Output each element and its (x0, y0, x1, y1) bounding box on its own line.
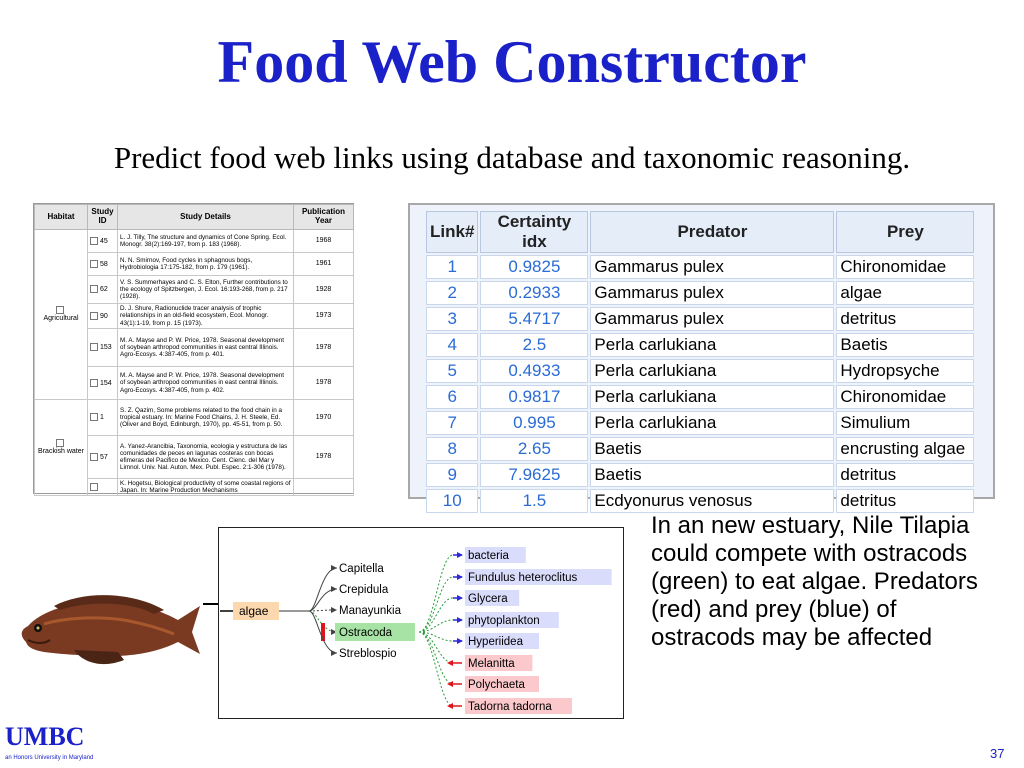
link-number: 9 (426, 463, 478, 487)
study-year (294, 479, 354, 496)
habitat-cell[interactable] (35, 230, 88, 400)
link-col-header: Prey (836, 211, 974, 253)
study-id-cell[interactable] (88, 436, 118, 479)
study-checkbox[interactable] (90, 379, 98, 387)
prey-name: Hydropsyche (836, 359, 974, 383)
link-number: 8 (426, 437, 478, 461)
predator-arrow-icon (447, 703, 453, 709)
study-id-cell[interactable] (88, 367, 118, 400)
tilapia-fish-image (14, 588, 204, 670)
certainty-index: 2.5 (480, 333, 588, 357)
link-table (424, 209, 976, 515)
prey-node: phytoplankton (468, 615, 540, 627)
study-checkbox[interactable] (90, 453, 98, 461)
prey-name: Simulium (836, 411, 974, 435)
habitat-label: Agricultural (43, 314, 79, 322)
predator-name: Perla carlukiana (590, 359, 834, 383)
study-id: 1 (100, 414, 104, 421)
study-checkbox[interactable] (90, 260, 98, 268)
predator-name: Baetis (590, 463, 834, 487)
page-number: 37 (990, 746, 1005, 761)
study-details: N. N. Smirnov, Food cycles in sphagnous bogs, Hydrobiologia 17:175-182, from p. 179 (1961). (118, 253, 294, 276)
link-row (426, 489, 974, 513)
study-details: K. Hogetsu, Biological productivity of some coastal regions of Japan. In: Marine Production Mechanisms (118, 479, 294, 496)
study-id: 57 (100, 453, 108, 461)
study-id-cell[interactable] (88, 329, 118, 367)
habitat-label: Brackish water (38, 447, 84, 455)
consumer-node: Capitella (339, 563, 384, 575)
study-details: L. J. Tilly, The structure and dynamics of Cone Spring. Ecol. Monogr. 38(2):169-197, from p. 183 (1968). (118, 230, 294, 253)
link-number: 10 (426, 489, 478, 513)
study-id-cell[interactable] (88, 276, 118, 304)
prey-name: detritus (836, 307, 974, 331)
prey-name: Chironomidae (836, 385, 974, 409)
certainty-index: 0.4933 (480, 359, 588, 383)
prey-name: Baetis (836, 333, 974, 357)
link-edge (419, 598, 453, 632)
slide-subtitle: Predict food web links using database and taxonomic reasoning. (113, 140, 911, 175)
consumer-arrow-icon (331, 586, 337, 592)
link-number: 5 (426, 359, 478, 383)
study-year: 1973 (294, 304, 354, 329)
study-id: 62 (100, 286, 108, 293)
study-checkbox[interactable] (90, 285, 98, 293)
consumer-node: Streblospio (339, 648, 397, 660)
study-year: 1978 (294, 329, 354, 367)
link-row (426, 411, 974, 435)
predator-name: Perla carlukiana (590, 411, 834, 435)
link-edge (419, 555, 453, 632)
food-web-tree (219, 528, 623, 718)
link-number: 7 (426, 411, 478, 435)
study-year: 1928 (294, 276, 354, 304)
study-year: 1978 (294, 436, 354, 479)
predator-node: Tadorna tadorna (468, 701, 552, 713)
study-year: 1970 (294, 400, 354, 436)
study-year: 1968 (294, 230, 354, 253)
habitat-checkbox[interactable] (56, 439, 64, 447)
predator-name: Perla carlukiana (590, 333, 834, 357)
explanation-note: In an new estuary, Nile Tilapia could compete with ostracods (green) to eat algae. Predators (red) and prey (blue) of ostracods may be affected (651, 512, 978, 651)
umbc-logo: UMBC (5, 722, 85, 751)
predator-name: Baetis (590, 437, 834, 461)
study-col-header: Habitat (35, 205, 88, 230)
food-web-diagram (218, 527, 624, 719)
link-row (426, 359, 974, 383)
study-details: M. A. Mayse and P. W. Price, 1978. Seasonal development of soybean arthropod communities in east central Illinois. Agro-Ecosys. 4:387-405, from p. 401. (118, 329, 294, 367)
link-edge (419, 632, 453, 706)
habitat-checkbox[interactable] (56, 306, 64, 314)
prey-name: detritus (836, 489, 974, 513)
competitor-node: Ostracoda (339, 627, 393, 639)
study-checkbox[interactable] (90, 312, 98, 320)
link-col-header: Link# (426, 211, 478, 253)
link-col-header: Predator (590, 211, 834, 253)
study-id: 154 (100, 379, 112, 387)
study-col-header: Study Details (118, 205, 294, 230)
predator-name: Gammarus pulex (590, 281, 834, 305)
prey-node: Hyperiidea (468, 636, 523, 648)
link-col-header: Certainty idx (480, 211, 588, 253)
certainty-index: 5.4717 (480, 307, 588, 331)
study-id-cell[interactable] (88, 304, 118, 329)
link-number: 1 (426, 255, 478, 279)
predator-node: Melanitta (468, 658, 515, 670)
consumer-arrow-icon (331, 565, 337, 571)
study-id-cell[interactable] (88, 230, 118, 253)
link-row (426, 463, 974, 487)
study-id-cell[interactable] (88, 400, 118, 436)
prey-node: bacteria (468, 550, 509, 562)
predator-name: Gammarus pulex (590, 255, 834, 279)
certainty-index: 0.9817 (480, 385, 588, 409)
consumer-node: Manayunkia (339, 605, 402, 617)
certainty-index: 0.2933 (480, 281, 588, 305)
link-number: 6 (426, 385, 478, 409)
study-id-cell[interactable] (88, 479, 118, 496)
certainty-index: 2.65 (480, 437, 588, 461)
predator-node: Polychaeta (468, 679, 525, 691)
certainty-index: 7.9625 (480, 463, 588, 487)
study-table (34, 204, 354, 496)
study-year: 1978 (294, 367, 354, 400)
link-number: 3 (426, 307, 478, 331)
prey-name: detritus (836, 463, 974, 487)
predator-arrow-icon (447, 660, 453, 666)
study-table-panel (33, 203, 354, 494)
umbc-logo-tagline: an Honors University in Maryland (5, 755, 94, 761)
study-col-header: Study ID (88, 205, 118, 230)
consumer-arrow-icon (331, 607, 337, 613)
consumer-node: Crepidula (339, 584, 389, 596)
prey-name: algae (836, 281, 974, 305)
link-row (426, 385, 974, 409)
study-details: S. Z. Qazim, Some problems related to the food chain in a tropical estuary. In: Marine Food Chains, J. H. Steele, Ed. (Oliver and Boyd, Edinburgh, 1970), pp. 45-51, from p. 50. (118, 400, 294, 436)
study-checkbox[interactable] (90, 413, 98, 421)
study-details: V. S. Summerhayes and C. S. Elton, Further contributions to the ecology of Spitzbergen, J. Ecol. 16:193-268, from p. 217 (1928). (118, 276, 294, 304)
predator-name: Ecdyonurus venosus (590, 489, 834, 513)
study-id: 58 (100, 260, 108, 268)
study-details: M. A. Mayse and P. W. Price, 1978. Seasonal development of soybean arthropod communities in east central Illinois. Agro-Ecosys. 4:387-405, from p. 402. (118, 367, 294, 400)
predator-arrow-icon (447, 681, 453, 687)
study-row (35, 230, 354, 253)
link-row (426, 437, 974, 461)
link-edge (419, 577, 453, 632)
study-details: D. J. Shure, Radionuclide tracer analysis of trophic relationships in an old-field ecosystem, Ecol. Monogr. 43(1):1-19, from p. 15 (1973). (118, 304, 294, 329)
slide-title: Food Web Constructor (217, 29, 807, 95)
link-edge (419, 632, 453, 684)
link-row (426, 255, 974, 279)
study-row (35, 400, 354, 436)
study-details: A. Yanez-Arancibia, Taxonomia, ecologia y estructura de las comunidades de peces en lagunas costeras con bocas efimeras del Pacifico de Mexico. Cent. Cienc. del Mar y Limnol. Univ. Nal. Auton. Mex. Publ. Espec. 2:1-306 (1978). (118, 436, 294, 479)
study-checkbox[interactable] (90, 343, 98, 351)
prey-name: encrusting algae (836, 437, 974, 461)
certainty-index: 1.5 (480, 489, 588, 513)
link-row (426, 281, 974, 305)
link-row (426, 307, 974, 331)
study-id: 153 (100, 344, 112, 351)
study-id-cell[interactable] (88, 253, 118, 276)
habitat-cell[interactable] (35, 400, 88, 496)
predator-name: Gammarus pulex (590, 307, 834, 331)
consumer-arrow-icon (331, 650, 337, 656)
algae-node: algae (239, 604, 269, 618)
prey-node: Glycera (468, 593, 508, 605)
study-id: 45 (100, 237, 108, 245)
link-number: 2 (426, 281, 478, 305)
study-col-header: Publication Year (294, 205, 354, 230)
prey-name: Chironomidae (836, 255, 974, 279)
study-checkbox[interactable] (90, 483, 98, 491)
link-number: 4 (426, 333, 478, 357)
link-table-panel (408, 203, 995, 510)
study-checkbox[interactable] (90, 237, 98, 245)
link-row (426, 333, 974, 357)
predator-name: Perla carlukiana (590, 385, 834, 409)
certainty-index: 0.995 (480, 411, 588, 435)
study-year: 1961 (294, 253, 354, 276)
study-id: 90 (100, 312, 108, 320)
certainty-index: 0.9825 (480, 255, 588, 279)
prey-node: Fundulus heteroclitus (468, 572, 578, 584)
